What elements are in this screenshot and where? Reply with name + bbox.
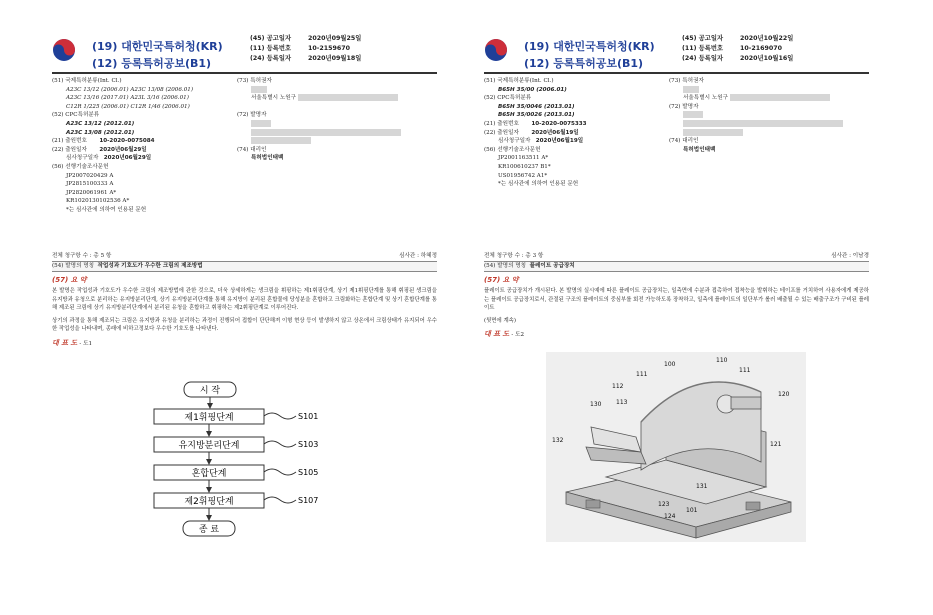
prior-art-entry: JP2815100333 A: [66, 181, 114, 188]
ipc-label: (51) 국제특허분류(Int. Cl.): [52, 78, 122, 84]
callout-label: 110: [716, 357, 728, 364]
cpc-label: (52) CPC특허분류: [52, 112, 100, 119]
inventor-label: (72) 발명자: [237, 112, 267, 119]
abstract-continued-note: (뒷면에 계속): [484, 317, 516, 324]
claims-count: 전체 청구항 수 : 총 3 항: [484, 253, 544, 259]
prior-art-note: *는 심사관에 의하여 인용된 문헌: [66, 206, 147, 213]
application-date: 2020년06월29일: [99, 146, 147, 153]
pub-code: (45) 공고일자: [250, 35, 292, 42]
holder-address: 서울특별시 노원구: [251, 95, 297, 102]
redacted-block: [730, 94, 830, 101]
ipc-label: (51) 국제특허분류(Int. Cl.): [484, 78, 554, 84]
representative-figure-label: [52, 338, 437, 348]
abstract-heading: (57) 요 약: [484, 276, 519, 284]
patent-page-right: [484, 22, 869, 582]
callout-label: 124: [664, 513, 676, 520]
exam-date-label: 심사청구일자: [498, 138, 531, 145]
agent-label: (74) 대리인: [237, 146, 267, 153]
gazette-type: (12) 등록특허공보(B1): [92, 57, 212, 70]
flow-step-code: S101: [298, 412, 319, 421]
bibliographic-right-column: [237, 77, 437, 163]
patent-header: [484, 22, 869, 70]
examiner: 심사관 : 이남경: [831, 253, 869, 259]
claims-row: [52, 252, 437, 261]
pub-value: 2020년10월16일: [740, 55, 794, 62]
prior-art-entry: KR1020130102536 A*: [66, 198, 130, 205]
redacted-block: [683, 120, 843, 127]
abstract-paragraph: 상기의 과정을 통해 제조되는 크림은 유지방과 유청을 분리하는 과정이 진행되어 접합이 단단해져 이형 현상 등이 발생하지 않고 상온에서 크림상태가 유지되어 우수한 작업성을 나타내며, 종래에 비하고정보다 우수한 기호도를 나타낸다.: [52, 317, 437, 333]
holder-address: 서울특별시 노원구: [683, 95, 729, 102]
ipc-entry: A23C 13/16 (2017.01) A23L 3/16 (2006.01): [66, 95, 189, 102]
pub-code: (11) 등록번호: [250, 45, 292, 52]
bibliographic-left-column: [52, 77, 242, 215]
callout-label: 123: [658, 501, 670, 508]
prior-art-label: (56) 선행기술조사문헌: [484, 146, 541, 153]
patent-office: (19) 대한민국특허청(KR): [92, 40, 223, 53]
korea-taegeuk-logo-icon: [52, 38, 76, 62]
claims-row: [484, 252, 869, 261]
callout-label: 131: [696, 483, 708, 490]
invention-title-row: [52, 261, 437, 272]
redacted-block: [298, 94, 398, 101]
prior-art-entry: US01956742 A1*: [498, 172, 548, 179]
cpc-label: (52) CPC특허분류: [484, 95, 532, 102]
callout-label: 101: [686, 507, 698, 514]
prior-art-entry: KR100610237 B1*: [498, 163, 551, 170]
prior-art-label: (56) 선행기술조사문헌: [52, 163, 109, 170]
exam-date: 2020년06월19일: [535, 138, 584, 145]
redacted-block: [251, 120, 271, 127]
inventor-label: (72) 발명자: [669, 103, 699, 110]
pub-value: 10-2159670: [308, 45, 351, 52]
ipc-entry: A23C 13/12 (2006.01) A23C 13/08 (2006.01): [66, 86, 193, 93]
flow-step-label: 유지방분리단계: [178, 441, 240, 451]
bibliographic-data: [52, 74, 437, 252]
flow-step-code: S107: [298, 496, 319, 505]
callout-label: 100: [664, 361, 676, 368]
bibliographic-left-column: [484, 77, 674, 189]
redacted-block: [251, 137, 311, 144]
invention-title-row: [484, 261, 869, 272]
examiner: 심사관 : 하혜정: [399, 253, 437, 259]
redacted-block: [683, 129, 743, 136]
pub-code: (45) 공고일자: [682, 35, 724, 42]
pub-value: 2020년09월18일: [308, 55, 362, 62]
rep-figure-number: - 도2: [511, 332, 525, 339]
application-date-label: (22) 출원일자: [484, 129, 519, 136]
agent-name: 특허법인태백: [683, 146, 716, 153]
holder-label: (73) 특허권자: [669, 78, 704, 84]
rep-label: 대 표 도: [52, 338, 78, 347]
callout-label: 111: [739, 367, 751, 374]
abstract-paragraph: 본 발명은 작업성과 기호도가 우수한 크림의 제조방법에 관한 것으로, 더욱 상세하게는 생크림을 휘핑하는 제1휘핑단계, 상기 제1휘핑단계를 통해 휘핑된 생크림을 유지방과 유청으로 분리하는 유지방분리단계, 상기 유지방분리단계를 통해 유지방이 분리된 혼합물에 당성분을 혼합하고 크림화하는 혼합단계 및 상기 혼합단계를 통해 제조된 크림에 상기 유지방분리단계에서 분리된 유청을 혼합하고 휘핑하는 제2휘핑단계로 이루어진다.: [52, 288, 437, 312]
bibliographic-data: [484, 74, 869, 252]
application-number: 10-2020-0075333: [531, 120, 587, 127]
cpc-entry: B65H 35/0026 (2013.01): [498, 112, 575, 119]
holder-label: (73) 특허권자: [237, 78, 272, 84]
cpc-entry: B65H 35/0046 (2013.01): [498, 103, 575, 110]
ipc-entry: B65H 35/00 (2006.01): [498, 86, 567, 93]
pub-value: 2020년10월22일: [740, 35, 794, 42]
callout-label: 111: [636, 371, 648, 378]
application-date-label: (22) 출원일자: [52, 146, 87, 153]
publication-info: [682, 34, 793, 64]
process-flowchart: [52, 380, 437, 565]
patent-page-left: [52, 22, 437, 582]
flow-step-label: 제2휘핑단계: [184, 497, 234, 507]
callout-label: 112: [612, 383, 624, 390]
application-number-label: (21) 출원번호: [52, 138, 87, 145]
redacted-block: [251, 86, 267, 93]
pub-value: 2020년09월25일: [308, 35, 362, 42]
pub-code: (11) 등록번호: [682, 45, 724, 52]
title-label: (54) 발명의 명칭: [484, 263, 527, 269]
abstract-heading: (57) 요 약: [52, 276, 87, 284]
plate-feeder-device-drawing: [546, 352, 806, 542]
application-number: 10-2020-0075084: [99, 138, 155, 145]
redacted-block: [251, 129, 401, 136]
rep-label: 대 표 도: [484, 330, 510, 339]
patent-header: [52, 22, 437, 70]
invention-title: 플레이트 공급장치: [529, 263, 575, 269]
korea-taegeuk-logo-icon: [484, 38, 508, 62]
flow-end-label: 종 료: [198, 525, 220, 535]
prior-art-entry: JP2001163511 A*: [498, 155, 549, 162]
exam-date-label: 심사청구일자: [66, 155, 99, 162]
flow-start-label: 시 작: [199, 386, 221, 396]
cpc-entry: A23C 13/08 (2012.01): [66, 129, 135, 136]
title-label: (54) 발명의 명칭: [52, 263, 95, 269]
redacted-block: [683, 86, 699, 93]
agent-label: (74) 대리인: [669, 138, 699, 145]
callout-label: 113: [616, 399, 628, 406]
agent-name: 특허법인태백: [251, 155, 284, 162]
exam-date: 2020년06월29일: [103, 155, 152, 162]
claims-count: 전체 청구항 수 : 총 5 항: [52, 253, 112, 259]
rep-figure-number: - 도1: [79, 340, 93, 347]
flow-step-code: S103: [298, 440, 319, 449]
bibliographic-right-column: [669, 77, 869, 154]
callout-label: 121: [770, 441, 782, 448]
flow-step-code: S105: [298, 468, 319, 477]
invention-title: 작업성과 기호도가 우수한 크림의 제조방법: [97, 263, 203, 269]
pub-code: (24) 등록일자: [682, 55, 724, 62]
cpc-entry: A23C 13/12 (2012.01): [66, 120, 135, 127]
prior-art-entry: JP2007020429 A: [66, 172, 114, 179]
application-number-label: (21) 출원번호: [484, 120, 519, 127]
flow-step-label: 제1휘핑단계: [184, 413, 234, 423]
prior-art-note: *는 심사관에 의하여 인용된 문헌: [498, 181, 579, 188]
representative-figure-label: [484, 329, 869, 339]
pub-code: (24) 등록일자: [250, 55, 292, 62]
abstract-paragraph: 플레이트 공급장치가 개시된다. 본 발명의 실시예에 따른 플레이트 공급장치는, 일측면에 수분과 접촉하여 접착능을 발휘하는 테이프를 거치하여 사용자에게 제공하는 플레이트 공급장치로서, 관절된 구조의 플레이트의 중심부를 회전 가능하도록 장착하고, 일측에 플레이트의 일단부가 롤러 배출될 수 있는 배출구조가 구비된 플레이트: [484, 288, 869, 312]
flow-step-label: 혼합단계: [191, 469, 227, 479]
publication-info: [250, 34, 361, 64]
callout-label: 120: [778, 391, 790, 398]
prior-art-entry: JP2820061961 A*: [66, 189, 117, 196]
callout-label: 130: [590, 401, 602, 408]
gazette-type: (12) 등록특허공보(B1): [524, 57, 644, 70]
patent-office: (19) 대한민국특허청(KR): [524, 40, 655, 53]
callout-label: 132: [552, 437, 564, 444]
redacted-block: [683, 111, 703, 118]
ipc-entry: C12R 1/225 (2006.01) C12R 1/46 (2006.01): [66, 103, 190, 110]
pub-value: 10-2169070: [740, 45, 783, 52]
application-date: 2020년06월19일: [531, 129, 579, 136]
